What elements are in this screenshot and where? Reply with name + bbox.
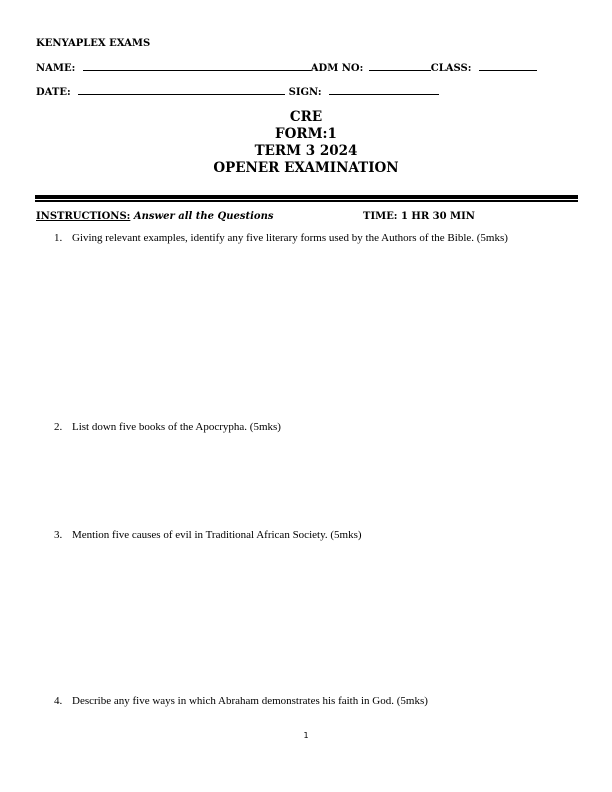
- term-title: TERM 3 2024: [254, 143, 358, 159]
- subject-title: CRE: [289, 109, 323, 125]
- time-allowed: TIME: 1 HR 30 MIN: [363, 211, 475, 222]
- page-number: 1: [303, 731, 309, 740]
- name-row: [36, 62, 537, 74]
- question-number: 3.: [54, 529, 63, 541]
- date-field[interactable]: [78, 86, 285, 95]
- question-4: [54, 695, 428, 707]
- question-text: Giving relevant examples, identify any five literary forms used by the Authors of the Bible. (5mks): [72, 232, 508, 244]
- divider-thin: [35, 200, 578, 202]
- adm-label: ADM NO:: [310, 63, 364, 74]
- question-text: Mention five causes of evil in Traditional African Society. (5mks): [72, 529, 362, 541]
- question-number: 4.: [54, 695, 63, 707]
- question-number: 1.: [54, 232, 63, 244]
- adm-field[interactable]: [369, 62, 431, 71]
- name-label: NAME:: [36, 63, 76, 74]
- form-title: FORM:1: [275, 126, 337, 142]
- divider-thick: [35, 195, 578, 199]
- class-label: CLASS:: [430, 63, 472, 74]
- org-name: KENYAPLEX EXAMS: [36, 38, 151, 49]
- date-row: [36, 86, 439, 98]
- question-number: 2.: [54, 421, 63, 433]
- sign-label: SIGN:: [288, 87, 322, 98]
- sign-field[interactable]: [329, 86, 439, 95]
- question-2: [54, 421, 281, 433]
- question-text: Describe any five ways in which Abraham demonstrates his faith in God. (5mks): [72, 695, 428, 707]
- question-text: List down five books of the Apocrypha. (5mks): [72, 421, 281, 433]
- exam-title: OPENER EXAMINATION: [213, 160, 399, 176]
- class-field[interactable]: [479, 62, 537, 71]
- question-3: [54, 529, 362, 541]
- instructions: [36, 211, 273, 222]
- question-1: [54, 232, 508, 244]
- date-label: DATE:: [36, 87, 71, 98]
- name-field[interactable]: [83, 62, 311, 71]
- instructions-label: INSTRUCTIONS:: [36, 211, 131, 222]
- instructions-text: Answer all the Questions: [133, 211, 274, 222]
